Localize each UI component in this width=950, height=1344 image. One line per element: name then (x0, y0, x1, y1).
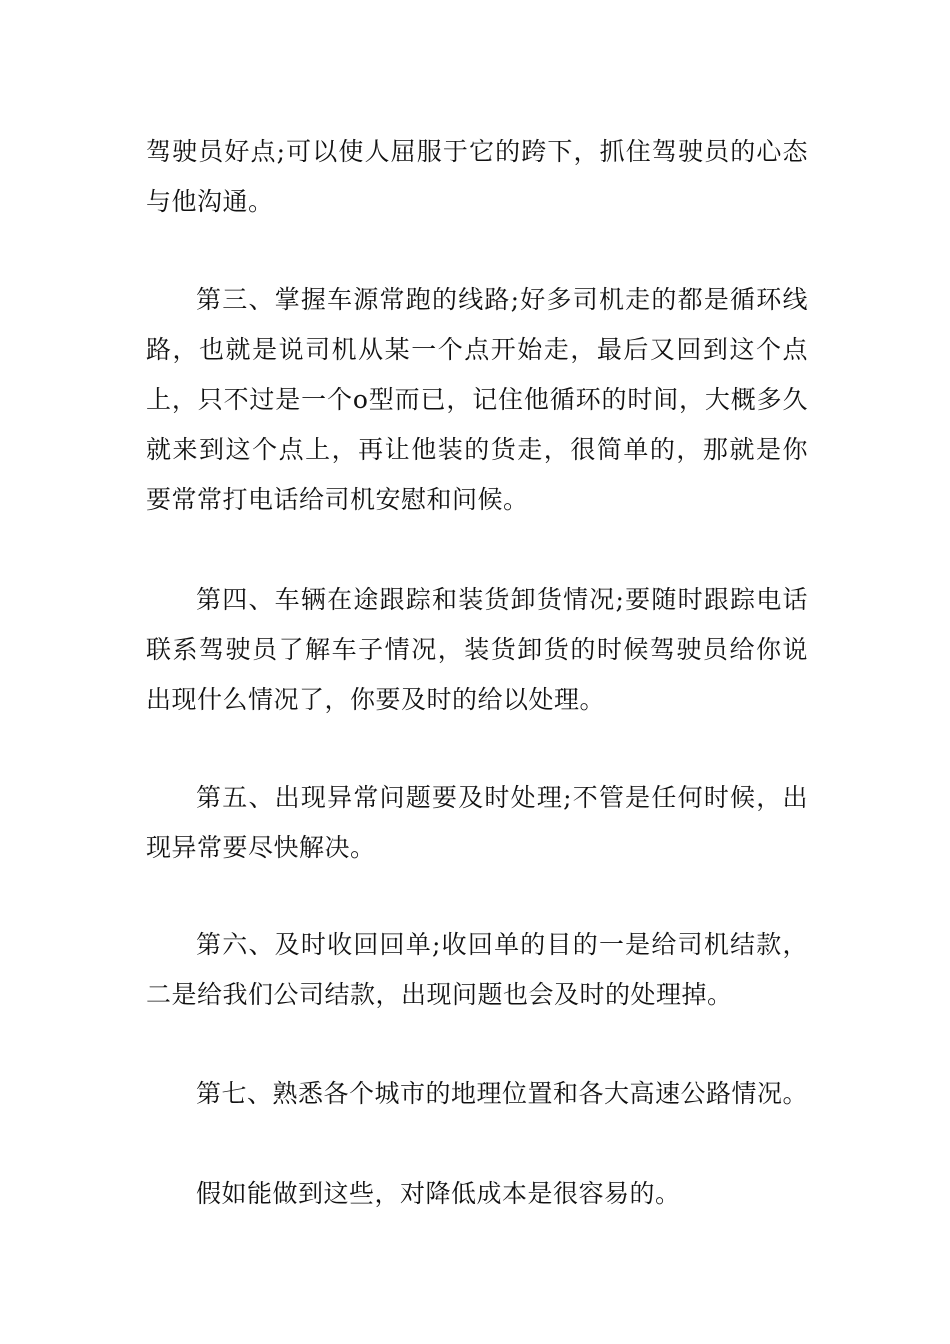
text-line: 第五、出现异常问题要及时处理;不管是任何时候，出 (196, 783, 808, 812)
text-line: 第七、熟悉各个城市的地理位置和各大高速公路情况。 (196, 1079, 809, 1108)
text-line: 要常常打电话给司机安慰和问候。 (146, 485, 529, 514)
text-line: 驾驶员好点;可以使人屈服于它的跨下，抓住驾驶员的心态 (146, 137, 808, 166)
text-line: 出现什么情况了，你要及时的给以处理。 (146, 685, 606, 714)
paragraph-continuation (146, 127, 808, 227)
paragraph-section-five (146, 773, 808, 873)
text-line: 与他沟通。 (146, 187, 274, 216)
text-line: 上，只不过是一个o型而已，记住他循环的时间，大概多久 (146, 385, 808, 414)
text-line: 联系驾驶员了解车子情况，装货卸货的时候驾驶员给你说 (146, 635, 808, 664)
paragraph-section-seven (146, 1069, 808, 1119)
text-line: 假如能做到这些，对降低成本是很容易的。 (196, 1179, 681, 1208)
paragraph-section-three (146, 275, 808, 525)
text-line: 第六、及时收回回单;收回单的目的一是给司机结款， (196, 930, 808, 959)
text-line: 第三、掌握车源常跑的线路;好多司机走的都是循环线 (196, 285, 808, 314)
text-line: 现异常要尽快解决。 (146, 833, 376, 862)
text-line: 二是给我们公司结款，出现问题也会及时的处理掉。 (146, 980, 733, 1009)
paragraph-conclusion (146, 1169, 808, 1219)
paragraph-section-four (146, 575, 808, 725)
text-line: 第四、车辆在途跟踪和装货卸货情况;要随时跟踪电话 (196, 585, 808, 614)
paragraph-section-six (146, 920, 808, 1020)
text-line: 就来到这个点上，再让他装的货走，很简单的，那就是你 (146, 435, 808, 464)
text-line: 路，也就是说司机从某一个点开始走，最后又回到这个点 (146, 335, 808, 364)
